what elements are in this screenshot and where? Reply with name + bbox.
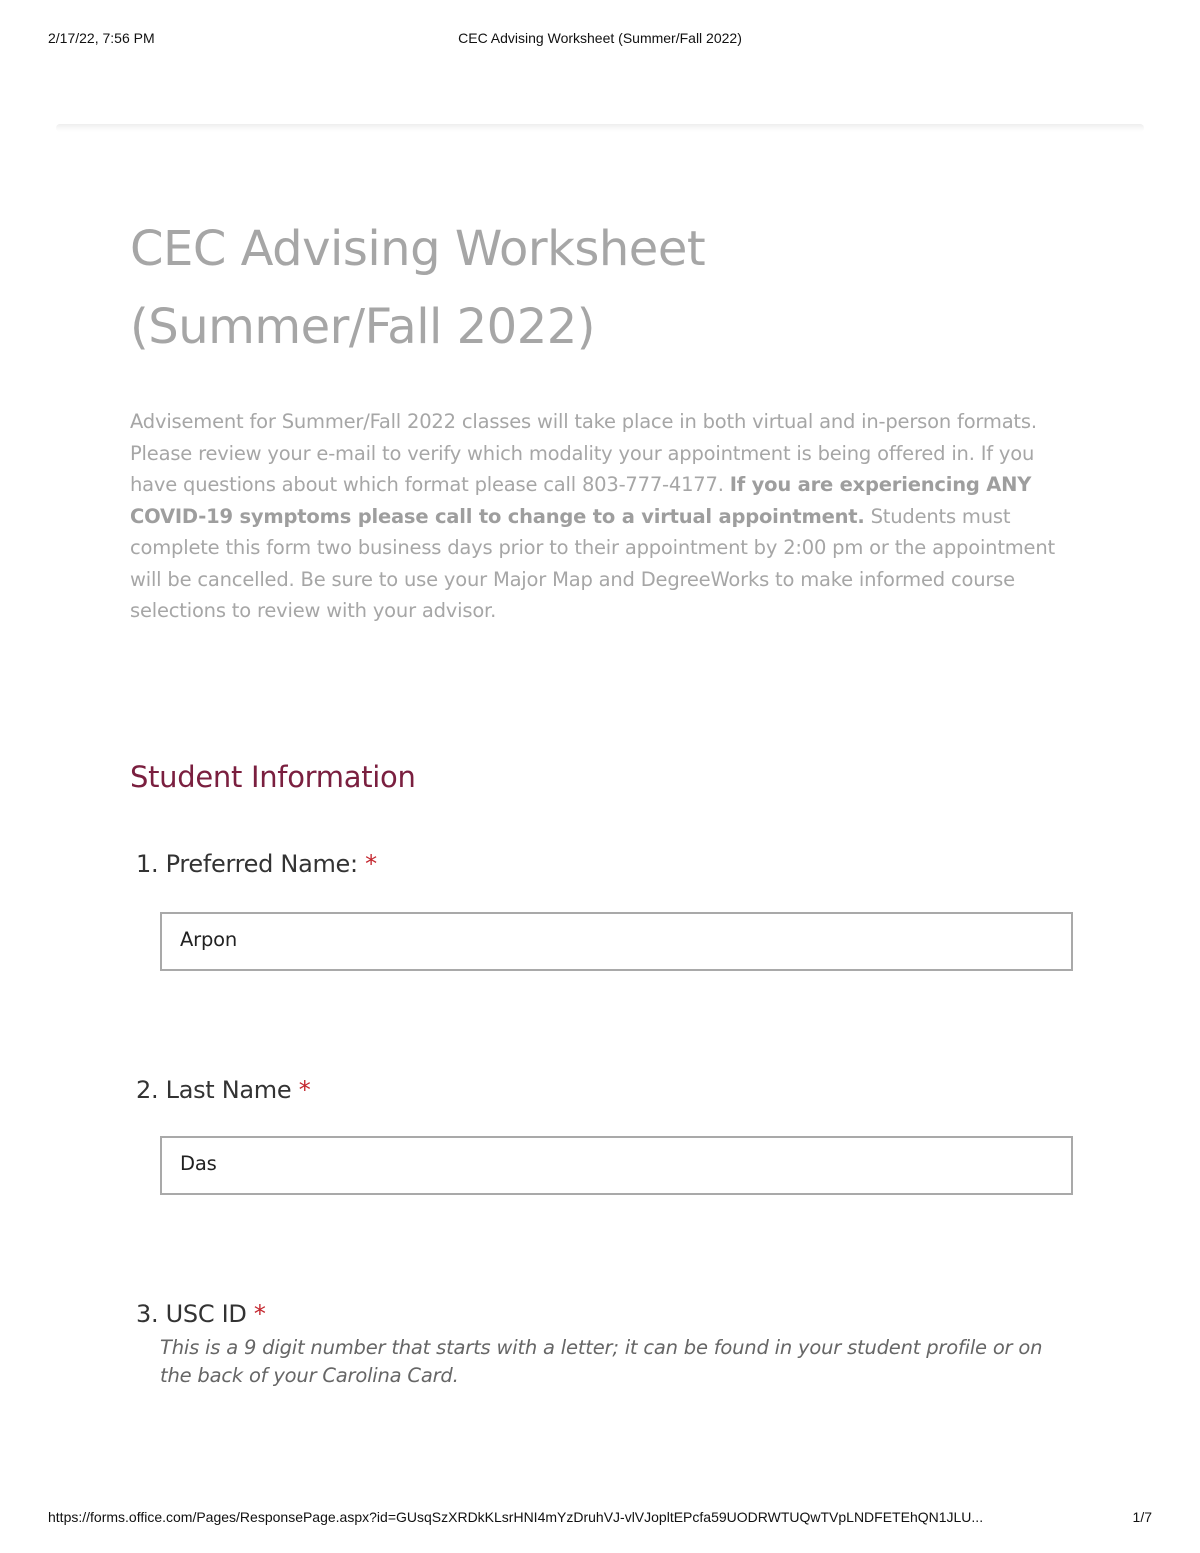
preferred-name-value: Arpon xyxy=(180,928,238,951)
question-label xyxy=(136,1300,1076,1328)
form-title xyxy=(130,210,1075,366)
question-label-text: 2. Last Name xyxy=(136,1076,299,1104)
question-label xyxy=(136,850,1076,878)
form-top-divider xyxy=(56,124,1144,132)
required-star: * xyxy=(298,1076,311,1104)
question-last-name xyxy=(136,1076,1076,1104)
form-header xyxy=(130,210,1075,627)
last-name-value: Das xyxy=(180,1152,217,1175)
print-header xyxy=(48,30,1152,50)
print-footer xyxy=(48,1509,1152,1529)
print-page-number: 1/7 xyxy=(1132,1509,1152,1525)
form-description-bold: If you are experiencing ANY COVID-19 symptoms please call to change to a virtual appointment. xyxy=(130,473,1032,528)
preferred-name-field[interactable] xyxy=(160,912,1073,971)
form-title-line1: CEC Advising Worksheet xyxy=(130,221,706,277)
question-preferred-name xyxy=(136,850,1076,878)
form-description-part2: Students must complete this form two business days prior to their appointment by 2:00 pm or the appointment will be cancelled. Be sure to use your Major Map and DegreeWorks to make informed course selections to review with your advisor. xyxy=(130,504,1055,622)
form-description-part1: Advisement for Summer/Fall 2022 classes will take place in both virtual and in-person formats. Please review your e-mail to verify which modality your appointment is being offered in. If you have questions about which format please call 803-777-4177. xyxy=(130,410,1037,496)
question-usc-id xyxy=(136,1300,1076,1390)
last-name-field[interactable] xyxy=(160,1136,1073,1195)
question-subtitle: This is a 9 digit number that starts with a letter; it can be found in your student profile or on the back of your Carolina Card. xyxy=(160,1336,1043,1387)
form-title-line2: (Summer/Fall 2022) xyxy=(130,299,595,355)
question-label xyxy=(136,1076,1076,1104)
form-description xyxy=(130,406,1075,627)
required-star: * xyxy=(365,850,377,878)
required-star: * xyxy=(253,1300,266,1328)
question-label-text: 3. USC ID xyxy=(136,1300,254,1328)
print-document-title: CEC Advising Worksheet (Summer/Fall 2022) xyxy=(458,30,742,46)
section-title: Student Information xyxy=(130,760,416,794)
question-label-text: 1. Preferred Name: xyxy=(136,850,366,878)
print-url: https://forms.office.com/Pages/ResponsePage.aspx?id=GUsqSzXRDkKLsrHNI4mYzDruhVJ-vlVJopltEPcfa59UODRWTUQwTVpLNDFETEhQN1JLU... xyxy=(48,1509,984,1525)
print-datetime: 2/17/22, 7:56 PM xyxy=(48,30,155,46)
